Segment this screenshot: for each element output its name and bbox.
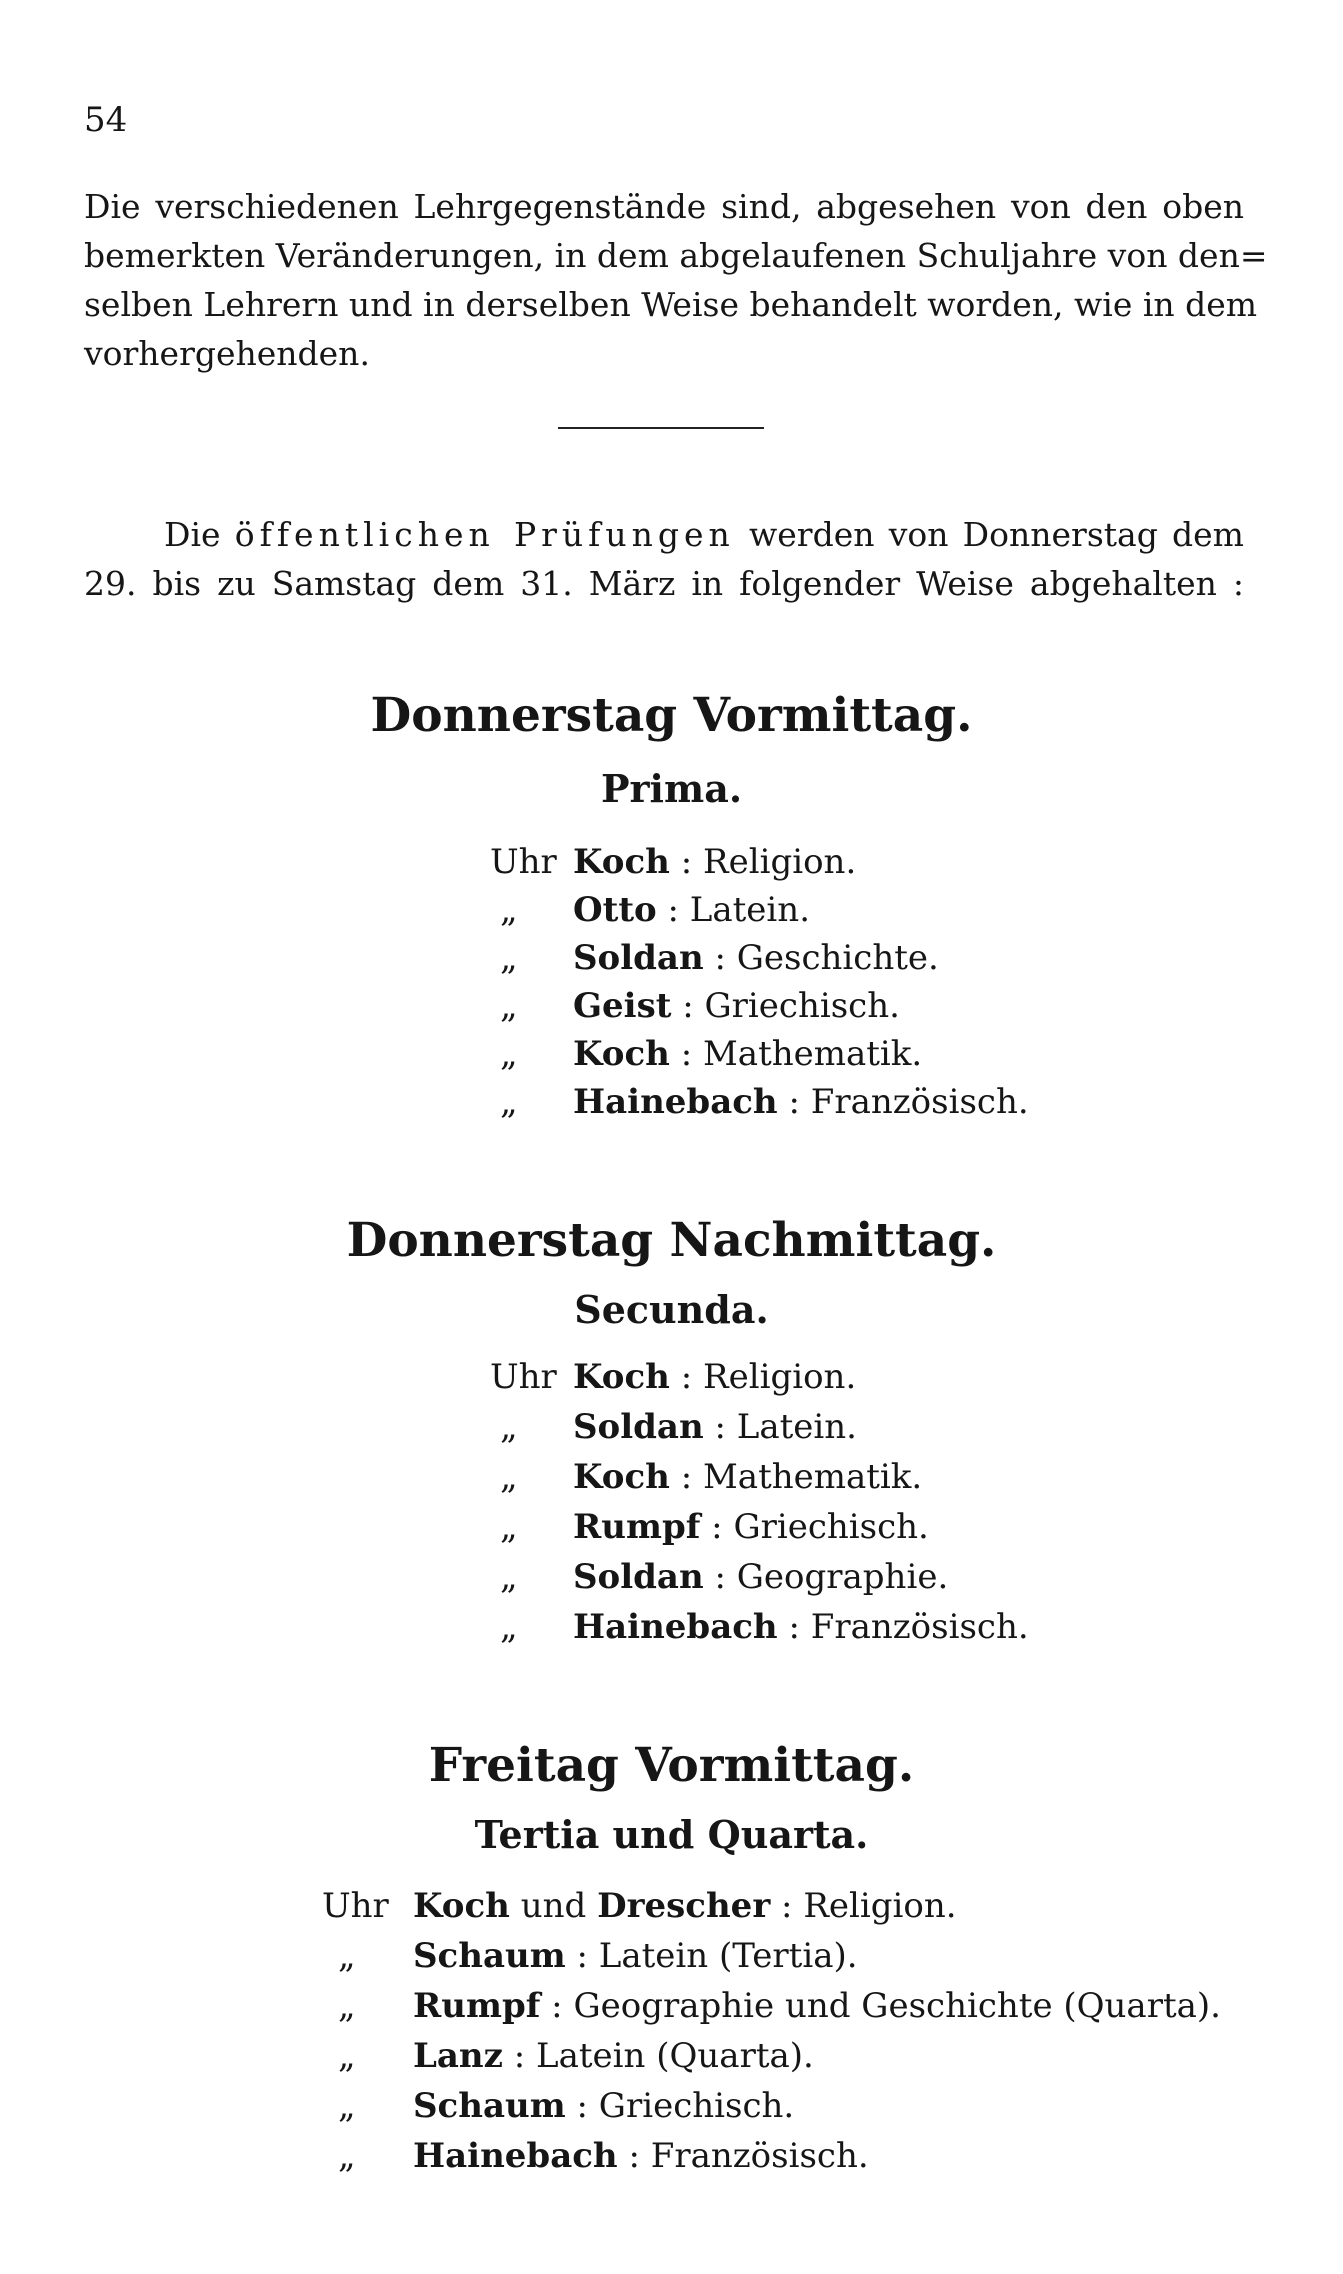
subject: Religion. bbox=[803, 1886, 957, 1926]
teacher-name: Hainebach bbox=[573, 1082, 778, 1122]
subject: Latein. bbox=[689, 890, 811, 930]
time-unit: „ bbox=[500, 1607, 518, 1647]
time-unit: „ bbox=[500, 1507, 518, 1547]
time-unit: „ bbox=[500, 1457, 518, 1497]
intro-line: Die verschiedenen Lehrgegenstände sind, abgesehen von den oben bbox=[84, 187, 1244, 226]
exam-entry: Soldan : Geographie. bbox=[573, 1557, 949, 1597]
exam-paragraph bbox=[84, 510, 1244, 608]
teacher-name: Rumpf bbox=[413, 1986, 541, 2026]
subject: Geographie. bbox=[736, 1557, 949, 1597]
subject: Französisch. bbox=[810, 1607, 1029, 1647]
exam-rest: werden von Donnerstag dem bbox=[749, 515, 1244, 554]
teacher-name: Koch bbox=[573, 1357, 670, 1397]
time-unit: „ bbox=[500, 986, 518, 1026]
exam-entry: Hainebach : Französisch. bbox=[573, 1607, 1029, 1647]
exam-line-2: 29. bis zu Samstag dem 31. März in folgender Weise abgehalten : bbox=[84, 564, 1244, 603]
class-heading: Secunda. bbox=[574, 1287, 769, 1332]
teacher-name: Koch bbox=[573, 1034, 670, 1074]
intro-line: selben Lehrern und in derselben Weise behandelt worden, wie in dem bbox=[84, 285, 1258, 324]
teacher-name: Hainebach bbox=[413, 2136, 618, 2176]
teacher-name: Koch bbox=[413, 1886, 510, 1926]
subject: Griechisch. bbox=[704, 986, 900, 1026]
subject: Griechisch. bbox=[598, 2086, 795, 2126]
time-unit: Uhr bbox=[490, 842, 557, 882]
class-heading: Tertia und Quarta. bbox=[474, 1812, 869, 1857]
exam-entry: Lanz : Latein (Quarta). bbox=[413, 2036, 814, 2076]
time-unit: „ bbox=[338, 2136, 356, 2176]
section-divider bbox=[558, 427, 764, 429]
exam-lead: Die bbox=[164, 515, 221, 554]
exam-entry: Geist : Griechisch. bbox=[573, 986, 900, 1026]
time-unit: „ bbox=[500, 1557, 518, 1597]
exam-entry: Koch : Mathematik. bbox=[573, 1034, 923, 1074]
teacher-name: Soldan bbox=[573, 1557, 704, 1597]
subject: Latein (Quarta). bbox=[536, 2036, 814, 2076]
exam-entry: Koch : Mathematik. bbox=[573, 1457, 923, 1497]
section-heading: Freitag Vormittag. bbox=[428, 1738, 915, 1793]
teacher-name: Soldan bbox=[573, 938, 704, 978]
teacher-name: Schaum bbox=[413, 1936, 566, 1976]
page-number: 54 bbox=[84, 100, 128, 140]
time-unit: „ bbox=[500, 1082, 518, 1122]
subject: Geschichte. bbox=[736, 938, 939, 978]
exam-entry: Schaum : Latein (Tertia). bbox=[413, 1936, 858, 1976]
exam-entry: Otto : Latein. bbox=[573, 890, 811, 930]
class-heading: Prima. bbox=[600, 766, 743, 811]
section-heading: Donnerstag Nachmittag. bbox=[346, 1213, 997, 1268]
time-unit: „ bbox=[500, 890, 518, 930]
exam-entry: Hainebach : Französisch. bbox=[413, 2136, 869, 2176]
time-unit: „ bbox=[500, 938, 518, 978]
subject: Mathematik. bbox=[702, 1034, 923, 1074]
exam-entry: Schaum : Griechisch. bbox=[413, 2086, 795, 2126]
exam-entry: Rumpf : Geographie und Geschichte (Quarta). bbox=[413, 1986, 1221, 2026]
time-unit: Uhr bbox=[322, 1886, 389, 1926]
intro-line: bemerkten Veränderungen, in dem abgelaufenen Schuljahre von den= bbox=[84, 236, 1268, 275]
teacher-name: Lanz bbox=[413, 2036, 503, 2076]
time-unit: Uhr bbox=[490, 1357, 557, 1397]
teacher-name: Koch bbox=[573, 1457, 670, 1497]
time-unit: „ bbox=[338, 1936, 356, 1976]
subject: Französisch. bbox=[810, 1082, 1029, 1122]
exam-entry: Soldan : Geschichte. bbox=[573, 938, 939, 978]
teacher-name: Hainebach bbox=[573, 1607, 778, 1647]
teacher-name: Otto bbox=[573, 890, 657, 930]
time-unit: „ bbox=[500, 1034, 518, 1074]
subject: Religion. bbox=[702, 842, 857, 882]
subject: Griechisch. bbox=[733, 1507, 929, 1547]
exam-line-1 bbox=[84, 510, 1244, 559]
subject: Französisch. bbox=[650, 2136, 869, 2176]
teacher-name: Schaum bbox=[413, 2086, 566, 2126]
subject: Religion. bbox=[702, 1357, 857, 1397]
exam-entry: Koch : Religion. bbox=[573, 1357, 857, 1397]
time-unit: „ bbox=[500, 1407, 518, 1447]
exam-entry: Koch : Religion. bbox=[573, 842, 857, 882]
teacher-name: Koch bbox=[573, 842, 670, 882]
teacher-name: Geist bbox=[573, 986, 672, 1026]
exam-entry: Soldan : Latein. bbox=[573, 1407, 857, 1447]
section-heading: Donnerstag Vormittag. bbox=[370, 688, 973, 743]
teacher-name: Drescher bbox=[597, 1886, 771, 1926]
exam-entry: Hainebach : Französisch. bbox=[573, 1082, 1029, 1122]
exam-entry: Rumpf : Griechisch. bbox=[573, 1507, 929, 1547]
subject: Geographie und Geschichte (Quarta). bbox=[573, 1986, 1221, 2026]
joiner: und bbox=[520, 1886, 587, 1926]
exam-spaced-words: öffentlichen Prüfungen bbox=[234, 515, 735, 554]
subject: Latein. bbox=[736, 1407, 857, 1447]
intro-line: vorhergehenden. bbox=[84, 334, 370, 373]
time-unit: „ bbox=[338, 2086, 356, 2126]
time-unit: „ bbox=[338, 2036, 356, 2076]
subject: Latein (Tertia). bbox=[598, 1936, 858, 1976]
teacher-name: Rumpf bbox=[573, 1507, 701, 1547]
teacher-name: Soldan bbox=[573, 1407, 704, 1447]
intro-paragraph bbox=[84, 182, 1268, 378]
time-unit: „ bbox=[338, 1986, 356, 2026]
exam-entry: Koch und Drescher : Religion. bbox=[413, 1886, 957, 1926]
subject: Mathematik. bbox=[702, 1457, 923, 1497]
